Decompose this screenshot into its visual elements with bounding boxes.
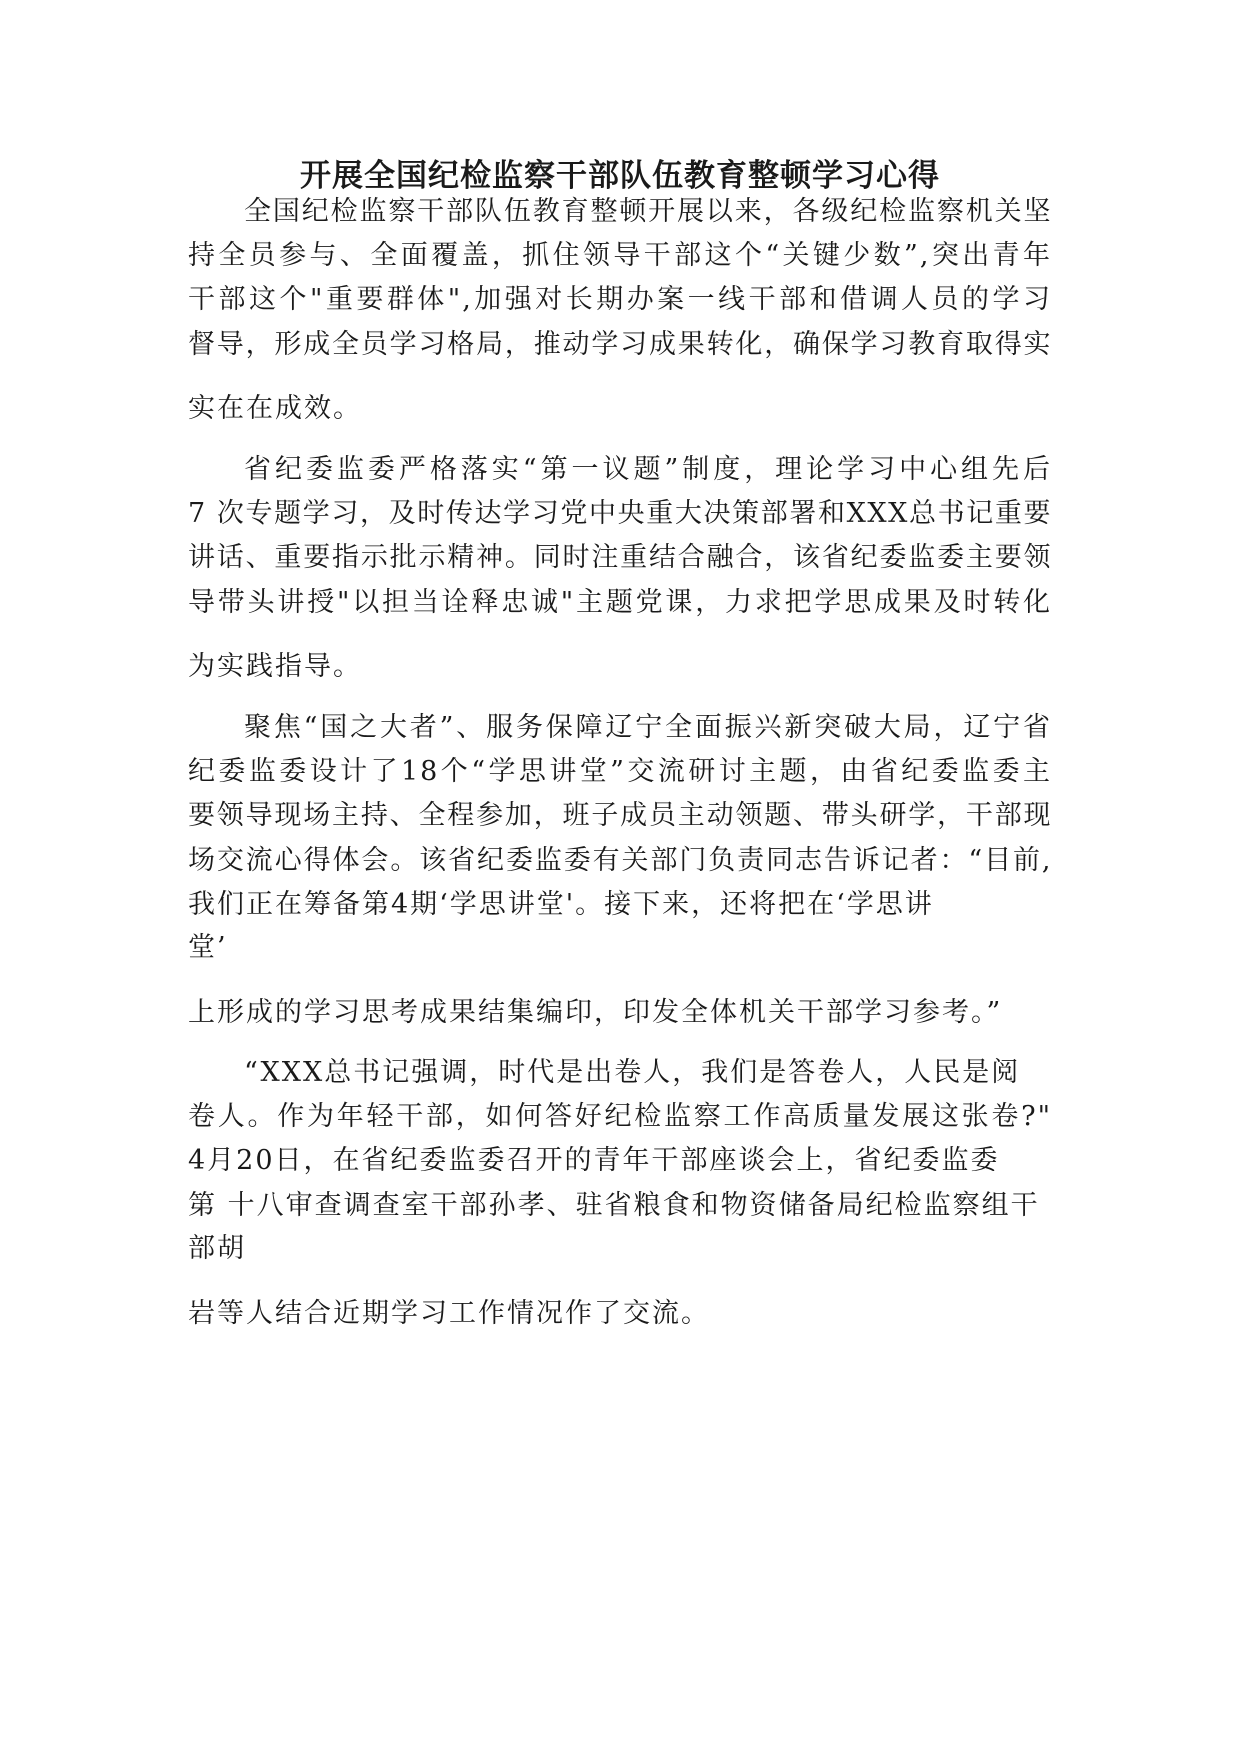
paragraph-1-line-3: 干部这个"重要群体",加强对长期办案一线干部和借调人员的学习 (188, 284, 1052, 315)
paragraph-3-line-3: 要领导现场主持、全程参加，班子成员主动领题、带头研学，干部现 (188, 800, 1052, 831)
document-title: 开展全国纪检监察干部队伍教育整顿学习心得 (300, 158, 940, 194)
paragraph-1-line-1: 全国纪检监察干部队伍教育整顿开展以来，各级纪检监察机关坚 (244, 196, 1052, 227)
paragraph-1-line-2: 持全员参与、全面覆盖，抓住领导干部这个“关键少数”,突出青年 (188, 240, 1052, 271)
paragraph-3-line-1: 聚焦“国之大者”、服务保障辽宁全面振兴新突破大局，辽宁省 (244, 712, 1052, 743)
paragraph-4-line-4: 第 十八审查调查室干部孙孝、驻省粮食和物资储备局纪检监察组干 (188, 1190, 1040, 1221)
paragraph-2-line-4: 导带头讲授"以担当诠释忠诚"主题党课，力求把学思成果及时转化 (188, 587, 1052, 618)
paragraph-3-line-2: 纪委监委设计了18个“学思讲堂”交流研讨主题，由省纪委监委主 (188, 756, 1052, 787)
paragraph-2-line-1: 省纪委监委严格落实“第一议题”制度，理论学习中心组先后 (244, 454, 1052, 485)
paragraph-3-line-6: 堂’ (188, 932, 228, 963)
paragraph-2-line-3: 讲话、重要指示批示精神。同时注重结合融合，该省纪委监委主要领 (188, 542, 1052, 573)
paragraph-2-line-5: 为实践指导。 (188, 651, 362, 682)
paragraph-4-line-5: 部胡 (188, 1233, 246, 1264)
paragraph-3-line-4: 场交流心得体会。该省纪委监委有关部门负责同志告诉记者：“目前, (188, 845, 1052, 876)
paragraph-1-line-4: 督导，形成全员学习格局，推动学习成果转化，确保学习教育取得实 (188, 329, 1052, 360)
paragraph-4-line-1: “XXX总书记强调，时代是出卷人，我们是答卷人，人民是阅 (244, 1057, 1021, 1088)
paragraph-4-line-3: 4月20日，在省纪委监委召开的青年干部座谈会上，省纪委监委 (188, 1145, 1000, 1176)
paragraph-3-line-7: 上形成的学习思考成果结集编印，印发全体机关干部学习参考。” (188, 997, 1003, 1028)
paragraph-2-line-2: 7 次专题学习，及时传达学习党中央重大决策部署和XXX总书记重要 (188, 498, 1052, 529)
paragraph-4-line-2: 卷人。作为年轻干部，如何答好纪检监察工作高质量发展这张卷?" (188, 1101, 1052, 1132)
paragraph-4-line-6: 岩等人结合近期学习工作情况作了交流。 (188, 1298, 710, 1329)
paragraph-3-line-5: 我们正在筹备第4期‘学思讲堂'。接下来，还将把在‘学思讲 (188, 889, 934, 920)
paragraph-1-line-5: 实在在成效。 (188, 393, 362, 424)
